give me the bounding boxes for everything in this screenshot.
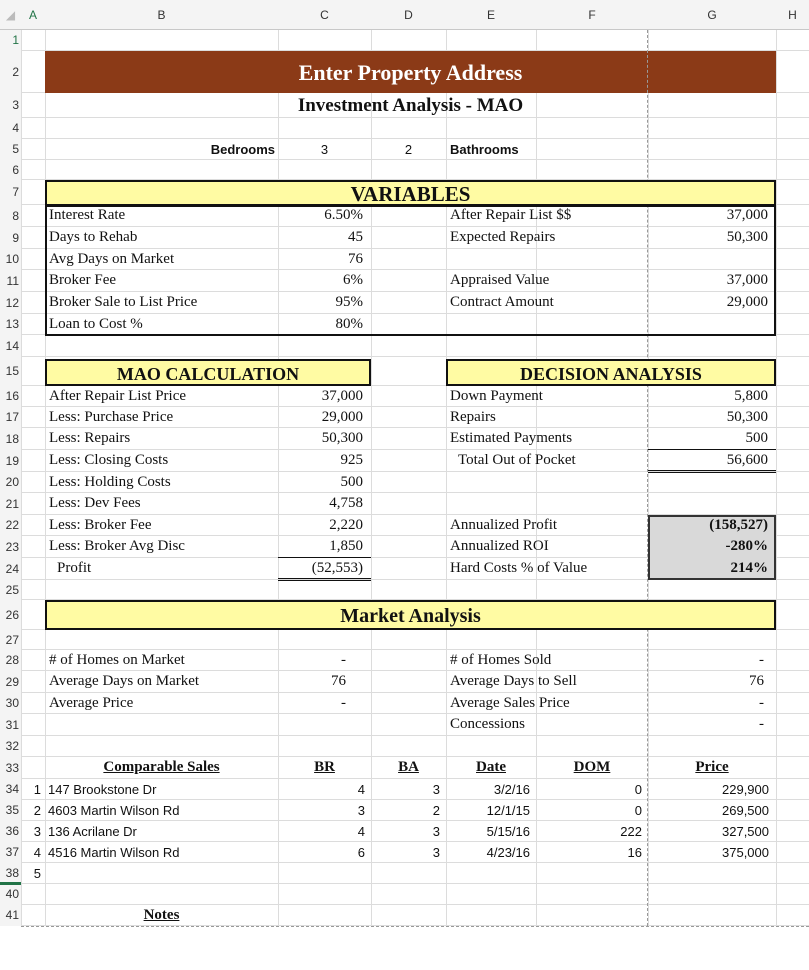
row-header-29[interactable]: 29 [0,671,21,693]
column-header-h[interactable]: H [788,8,797,22]
variable-label: Broker Sale to List Price [49,294,198,310]
row-header-34[interactable]: 34 [0,779,21,800]
row-header-2[interactable]: 2 [0,51,21,93]
row-header-24[interactable]: 24 [0,558,21,580]
market-label: # of Homes on Market [49,652,185,668]
comp-dom[interactable]: 222 [620,824,642,839]
row-header-12[interactable]: 12 [0,292,21,314]
result-value[interactable]: 214% [730,560,768,576]
column-header-d[interactable]: D [404,8,413,22]
row-header-32[interactable]: 32 [0,736,21,757]
mao-label: After Repair List Price [49,388,187,404]
comp-number: 5 [33,866,41,881]
row-header-17[interactable]: 17 [0,407,21,428]
variable-label: Expected Repairs [450,229,556,245]
variable-value[interactable]: 80% [335,316,363,332]
mao-value[interactable]: 37,000 [321,388,363,404]
comp-ba[interactable]: 3 [432,782,440,797]
mao-value[interactable]: 1,850 [329,538,363,554]
bedrooms-value[interactable]: 3 [320,142,329,157]
mao-value[interactable]: 50,300 [321,430,363,446]
variable-value[interactable]: 95% [335,294,363,310]
variable-value[interactable]: 6.50% [324,207,363,223]
row-header-16[interactable]: 16 [0,386,21,407]
select-all-corner[interactable]: ◢ [5,8,16,22]
market-label: Average Price [49,695,134,711]
column-gridline [45,30,46,926]
mao-value[interactable]: 925 [340,452,363,468]
comp-address[interactable]: 4516 Martin Wilson Rd [48,845,180,860]
comp-dom[interactable]: 0 [634,782,642,797]
mao-label: Less: Repairs [49,430,131,446]
variable-value[interactable]: 76 [348,251,363,267]
column-header-b[interactable]: B [157,8,166,22]
comp-address[interactable]: 4603 Martin Wilson Rd [48,803,180,818]
variable-label: Appraised Value [450,272,550,288]
active-row-indicator [0,882,21,885]
market-label: Average Days on Market [49,673,200,689]
row-gridline [0,883,809,884]
row-header-21[interactable]: 21 [0,493,21,515]
comp-br[interactable]: 3 [357,803,365,818]
comp-date[interactable]: 3/2/16 [493,782,530,797]
row-header-25[interactable]: 25 [0,580,21,600]
comp-date[interactable]: 12/1/15 [486,803,530,818]
result-value[interactable]: -280% [725,538,768,554]
market-value[interactable]: - [341,652,346,668]
decision-label: Down Payment [450,388,543,404]
variable-value[interactable]: 6% [343,272,363,288]
mao-label: Less: Closing Costs [49,452,169,468]
comp-br[interactable]: 6 [357,845,365,860]
market-value[interactable]: - [759,652,764,668]
market-value[interactable]: 76 [749,673,764,689]
comp-number: 3 [33,824,41,839]
column-header-f[interactable]: F [588,8,596,22]
decision-title: DECISION ANALYSIS [520,364,702,384]
variables-title: VARIABLES [350,182,471,206]
row-header-6[interactable]: 6 [0,160,21,180]
decision-value[interactable]: 50,300 [726,409,768,425]
comp-date[interactable]: 5/15/16 [486,824,530,839]
variable-label: Avg Days on Market [49,251,175,267]
row-header-14[interactable]: 14 [0,335,21,357]
comps-header-comparable-sales: Comparable Sales [103,759,220,775]
comp-price[interactable]: 269,500 [722,803,769,818]
mao-value[interactable]: 4,758 [329,495,363,511]
row-header-3[interactable]: 3 [0,93,21,118]
result-label: Hard Costs % of Value [450,560,588,576]
notes-label: Notes [143,907,180,923]
decision-label: Total Out of Pocket [458,452,576,468]
result-label: Annualized Profit [450,517,558,533]
comps-header-price: Price [695,759,729,775]
row-header-5[interactable]: 5 [0,139,21,160]
variable-value[interactable]: 29,000 [726,294,768,310]
mao-value[interactable]: 2,220 [329,517,363,533]
comp-number: 4 [33,845,41,860]
comps-header-ba: BA [398,759,419,775]
variable-value[interactable]: 45 [348,229,363,245]
row-header-10[interactable]: 10 [0,249,21,270]
market-value[interactable]: - [341,695,346,711]
row-header-11[interactable]: 11 [0,270,21,292]
row-header-36[interactable]: 36 [0,821,21,842]
row-header-9[interactable]: 9 [0,227,21,249]
row-header-28[interactable]: 28 [0,650,21,671]
comp-br[interactable]: 4 [357,782,365,797]
comp-number: 2 [33,803,41,818]
row-header-41[interactable]: 41 [0,905,21,926]
market-value[interactable]: 76 [331,673,346,689]
variable-label: Contract Amount [450,294,554,310]
mao-value[interactable]: 29,000 [321,409,363,425]
mao-label: Less: Broker Fee [49,517,152,533]
mao-title: MAO CALCULATION [116,364,300,384]
row-header-20[interactable]: 20 [0,472,21,493]
mao-label: Profit [57,560,92,576]
comp-number: 1 [33,782,41,797]
column-header-c[interactable]: C [320,8,329,22]
comp-price[interactable]: 327,500 [722,824,769,839]
comps-header-dom: DOM [573,759,611,775]
mao-label: Less: Holding Costs [49,474,171,490]
row-header-23[interactable]: 23 [0,536,21,558]
variable-label: Broker Fee [49,272,117,288]
decision-value[interactable]: 5,800 [734,388,768,404]
variable-label: Loan to Cost % [49,316,143,332]
comp-ba[interactable]: 3 [432,845,440,860]
variable-label: Interest Rate [49,207,126,223]
variable-value[interactable]: 37,000 [726,272,768,288]
comp-dom[interactable]: 0 [634,803,642,818]
row-header-8[interactable]: 8 [0,205,21,227]
row-header-15[interactable]: 15 [0,357,21,386]
column-header-g[interactable]: G [707,8,717,22]
analysis-subtitle[interactable]: Investment Analysis - MAO [297,95,524,116]
row-header-31[interactable]: 31 [0,714,21,736]
row-header-26[interactable]: 26 [0,600,21,630]
variable-value[interactable]: 50,300 [726,229,768,245]
market-label: Concessions [450,716,525,732]
comp-dom[interactable]: 16 [627,845,642,860]
market-title: Market Analysis [340,605,481,627]
comp-price[interactable]: 229,900 [722,782,769,797]
decision-label: Estimated Payments [450,430,573,446]
column-header-a[interactable]: A [28,8,37,22]
variable-label: After Repair List $$ [450,207,572,223]
row-header-30[interactable]: 30 [0,693,21,714]
variable-value[interactable]: 37,000 [726,207,768,223]
row-header-22[interactable]: 22 [0,515,21,536]
market-value[interactable]: - [759,695,764,711]
row-gridline [0,356,809,357]
comp-price[interactable]: 375,000 [722,845,769,860]
result-label: Annualized ROI [450,538,549,554]
page-break-horizontal [21,926,809,927]
mao-value[interactable]: 500 [340,474,363,490]
bathrooms-label: Bathrooms [450,142,519,157]
comp-address[interactable]: 136 Acrilane Dr [48,824,137,839]
row-header-4[interactable]: 4 [0,118,21,139]
row-header-1[interactable]: 1 [0,30,21,51]
column-header-e[interactable]: E [486,8,495,22]
row-header-7[interactable]: 7 [0,180,21,205]
row-header-40[interactable]: 40 [0,884,21,905]
row-header-27[interactable]: 27 [0,630,21,650]
mao-label: Less: Dev Fees [49,495,141,511]
comp-address[interactable]: 147 Brookstone Dr [48,782,157,797]
variable-label: Days to Rehab [49,229,138,245]
property-address-title[interactable]: Enter Property Address [298,60,523,85]
bedrooms-label: Bedrooms [210,142,275,157]
row-header-18[interactable]: 18 [0,428,21,450]
mao-label: Less: Purchase Price [49,409,174,425]
row-header-37[interactable]: 37 [0,842,21,863]
decision-value[interactable]: 500 [745,430,768,446]
row-header-33[interactable]: 33 [0,757,21,779]
profit-value[interactable]: (52,553) [311,560,363,576]
comp-date[interactable]: 4/23/16 [486,845,530,860]
row-header-38[interactable]: 38 [0,863,21,884]
row-header-19[interactable]: 19 [0,450,21,472]
bathrooms-value[interactable]: 2 [404,142,413,157]
decision-value[interactable]: 56,600 [726,452,768,468]
column-header-bar [0,0,809,30]
row-gridline [0,735,809,736]
row-header-13[interactable]: 13 [0,314,21,335]
column-gridline [776,30,777,926]
comps-header-date: Date [476,759,506,775]
market-value[interactable]: - [759,716,764,732]
comp-ba[interactable]: 2 [432,803,440,818]
market-label: Average Sales Price [450,695,570,711]
decision-label: Repairs [450,409,496,425]
comp-ba[interactable]: 3 [432,824,440,839]
market-label: # of Homes Sold [450,652,552,668]
row-header-35[interactable]: 35 [0,800,21,821]
mao-label: Less: Broker Avg Disc [49,538,185,554]
result-value[interactable]: (158,527) [709,517,768,533]
comps-header-br: BR [314,759,335,775]
market-label: Average Days to Sell [450,673,577,689]
comp-br[interactable]: 4 [357,824,365,839]
